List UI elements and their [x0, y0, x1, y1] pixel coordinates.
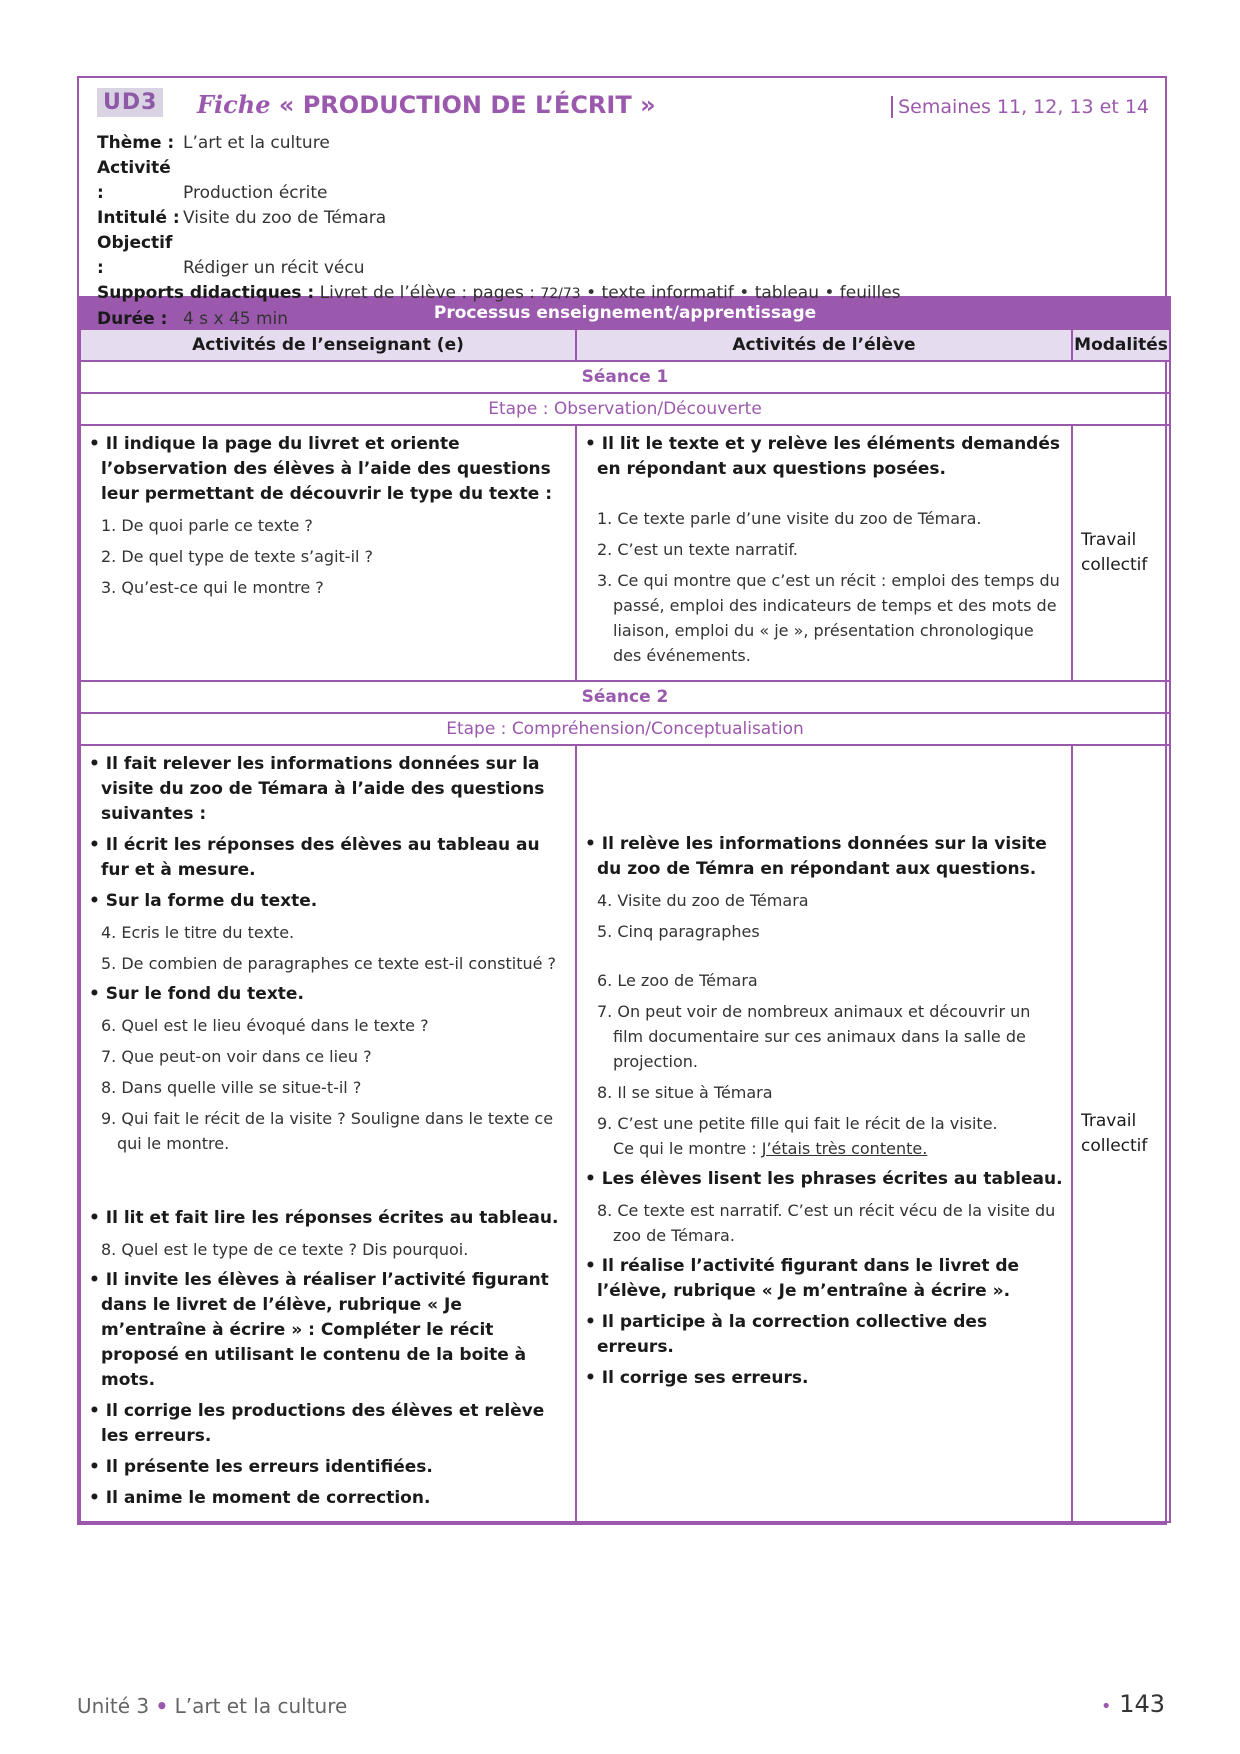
s1-teacher-bullet: • Il indique la page du livret et oriente l’observation des élèves à l’aide des questions leur permettant de découvrir le type du texte :	[89, 434, 553, 504]
s1-teacher-q3: 3. Qu’est-ce qui le montre ?	[101, 578, 324, 597]
s2-student-b1: • Il relève les informations données sur la visite du zoo de Témra en répondant aux questions.	[585, 834, 1047, 879]
s2-student-b5: • Il corrige ses erreurs.	[585, 1368, 809, 1388]
s2-teacher-b8: • Il présente les erreurs identifiées.	[89, 1457, 433, 1477]
col-modalites: Modalités	[1072, 329, 1170, 361]
unit-badge: UD3	[97, 88, 163, 117]
s2-student-a4: 4. Visite du zoo de Témara	[597, 891, 809, 910]
meta-block	[97, 131, 1147, 332]
meta-activite-key: Activité :	[97, 158, 171, 203]
s2-teacher-b5: • Il lit et fait lire les réponses écrites au tableau.	[89, 1208, 559, 1228]
s2-teacher-b7: • Il corrige les productions des élèves et relève les erreurs.	[89, 1401, 545, 1446]
meta-duree	[97, 307, 1147, 332]
footer-unit-label: Unité 3	[77, 1694, 150, 1718]
s2-student-a9b-underlined: J’étais très contente.	[761, 1139, 928, 1158]
s2-teacher-b6: • Il invite les élèves à réaliser l’activité figurant dans le livret de l’élève, rubrique « Je m’entraîne à écrire » : Compléter le récit proposé en utilisant le contenu de la boite à mots.	[89, 1270, 549, 1390]
meta-supports-value: Livret de l’élève : pages :	[319, 283, 541, 303]
title-main: « PRODUCTION DE L’ÉCRIT »	[278, 91, 656, 119]
s2-student-a9: 9. C’est une petite fille qui fait le récit de la visite.	[597, 1114, 998, 1133]
s2-teacher-q8b: 8. Quel est le type de ce texte ? Dis pourquoi.	[101, 1240, 469, 1259]
s1-modalite: Travail collectif	[1072, 425, 1170, 681]
meta-theme	[97, 131, 1147, 156]
s2-student-a9b-label: Ce qui le montre :	[613, 1139, 762, 1158]
s2-student-a6: 6. Le zoo de Témara	[597, 971, 758, 990]
s1-teacher-q2: 2. De quel type de texte s’agit-il ?	[101, 547, 374, 566]
s2-student-a9b	[597, 1136, 1063, 1161]
footer-unit	[77, 1694, 347, 1718]
s1-student-cell	[576, 425, 1072, 681]
s2-teacher-q5: 5. De combien de paragraphes ce texte est-il constitué ?	[101, 954, 557, 973]
col-student: Activités de l’élève	[576, 329, 1072, 361]
s2-teacher-q4: 4. Ecris le titre du texte.	[101, 923, 295, 942]
col-teacher: Activités de l’enseignant (e)	[80, 329, 576, 361]
weeks-label: Semaines 11, 12, 13 et 14	[891, 96, 1149, 118]
meta-supports-rest: • texte informatif • tableau • feuilles	[580, 283, 901, 303]
s2-teacher-q8: 8. Dans quelle ville se situe-t-il ?	[101, 1078, 362, 1097]
page-number	[1101, 1690, 1165, 1718]
s2-teacher-q7: 7. Que peut-on voir dans ce lieu ?	[101, 1047, 372, 1066]
s2-teacher-b9: • Il anime le moment de correction.	[89, 1488, 431, 1508]
meta-intitule-key: Intitulé :	[97, 208, 180, 228]
meta-activite	[97, 156, 1147, 206]
meta-objectif-key: Objectif :	[97, 233, 173, 278]
page-number-value: 143	[1119, 1690, 1165, 1718]
meta-duree-value: 4 s x 45 min	[183, 309, 289, 329]
s2-student-b2: • Les élèves lisent les phrases écrites au tableau.	[585, 1169, 1063, 1189]
meta-supports	[97, 281, 1147, 307]
s1-student-a1: 1. Ce texte parle d’une visite du zoo de Témara.	[597, 509, 982, 528]
s2-modalite: Travail collectif	[1072, 745, 1170, 1522]
seance-2: Séance 2	[80, 681, 1170, 713]
s2-student-a8: 8. Il se situe à Témara	[597, 1083, 773, 1102]
s2-student-b3: • Il réalise l’activité figurant dans le livret de l’élève, rubrique « Je m’entraîne à écrire ».	[585, 1256, 1020, 1301]
etape-1: Etape : Observation/Découverte	[80, 393, 1170, 425]
s2-student-a7: 7. On peut voir de nombreux animaux et découvrir un film documentaire sur ces animaux dans la salle de projection.	[597, 1002, 1031, 1071]
s1-teacher-cell	[80, 425, 576, 681]
meta-intitule-value: Visite du zoo de Témara	[183, 208, 387, 228]
s1-student-a3: 3. Ce qui montre que c’est un récit : emploi des temps du passé, emploi des indicateurs de temps et des mots de liaison, emploi du « je », présentation chronologique des événements.	[597, 571, 1060, 665]
page-title	[197, 90, 656, 119]
footer-topic: L’art et la culture	[174, 1694, 348, 1718]
meta-objectif	[97, 231, 1147, 281]
meta-intitule	[97, 206, 1147, 231]
s2-teacher-b1: • Il fait relever les informations données sur la visite du zoo de Témara à l’aide des questions suivantes :	[89, 754, 545, 824]
etape-2: Etape : Compréhension/Conceptualisation	[80, 713, 1170, 745]
s2-teacher-b4: • Sur le fond du texte.	[89, 984, 304, 1004]
page-bullet: •	[1100, 1696, 1112, 1717]
s2-teacher-b2: • Il écrit les réponses des élèves au tableau au fur et à mesure.	[89, 835, 540, 880]
meta-theme-key: Thème :	[97, 133, 175, 153]
title-fiche: Fiche	[197, 90, 271, 119]
meta-supports-pages: 72/73	[540, 286, 581, 302]
s2-teacher-q6: 6. Quel est le lieu évoqué dans le texte ?	[101, 1016, 429, 1035]
process-table	[79, 296, 1171, 1523]
s2-teacher-q9: 9. Qui fait le récit de la visite ? Souligne dans le texte ce qui le montre.	[101, 1109, 554, 1153]
meta-duree-key: Durée :	[97, 309, 168, 329]
s2-student-b4: • Il participe à la correction collective des erreurs.	[585, 1312, 988, 1357]
meta-theme-value: L’art et la culture	[183, 133, 330, 153]
s2-student-a5: 5. Cinq paragraphes	[597, 922, 760, 941]
lesson-sheet	[77, 76, 1167, 1525]
footer-bullet: •	[155, 1694, 169, 1718]
s2-student-cell	[576, 745, 1072, 1522]
s1-student-bullet: • Il lit le texte et y relève les éléments demandés en répondant aux questions posées.	[585, 434, 1060, 479]
s2-student-a8b: 8. Ce texte est narratif. C’est un récit vécu de la visite du zoo de Témara.	[597, 1201, 1056, 1245]
s1-teacher-q1: 1. De quoi parle ce texte ?	[101, 516, 313, 535]
meta-supports-key: Supports didactiques :	[97, 283, 315, 303]
seance-1: Séance 1	[80, 361, 1170, 393]
meta-activite-value: Production écrite	[183, 183, 328, 203]
process-band: Processus enseignement/apprentissage	[80, 297, 1170, 329]
s2-teacher-cell	[80, 745, 576, 1522]
s2-teacher-b3: • Sur la forme du texte.	[89, 891, 318, 911]
s1-student-a2: 2. C’est un texte narratif.	[597, 540, 798, 559]
meta-objectif-value: Rédiger un récit vécu	[183, 258, 365, 278]
